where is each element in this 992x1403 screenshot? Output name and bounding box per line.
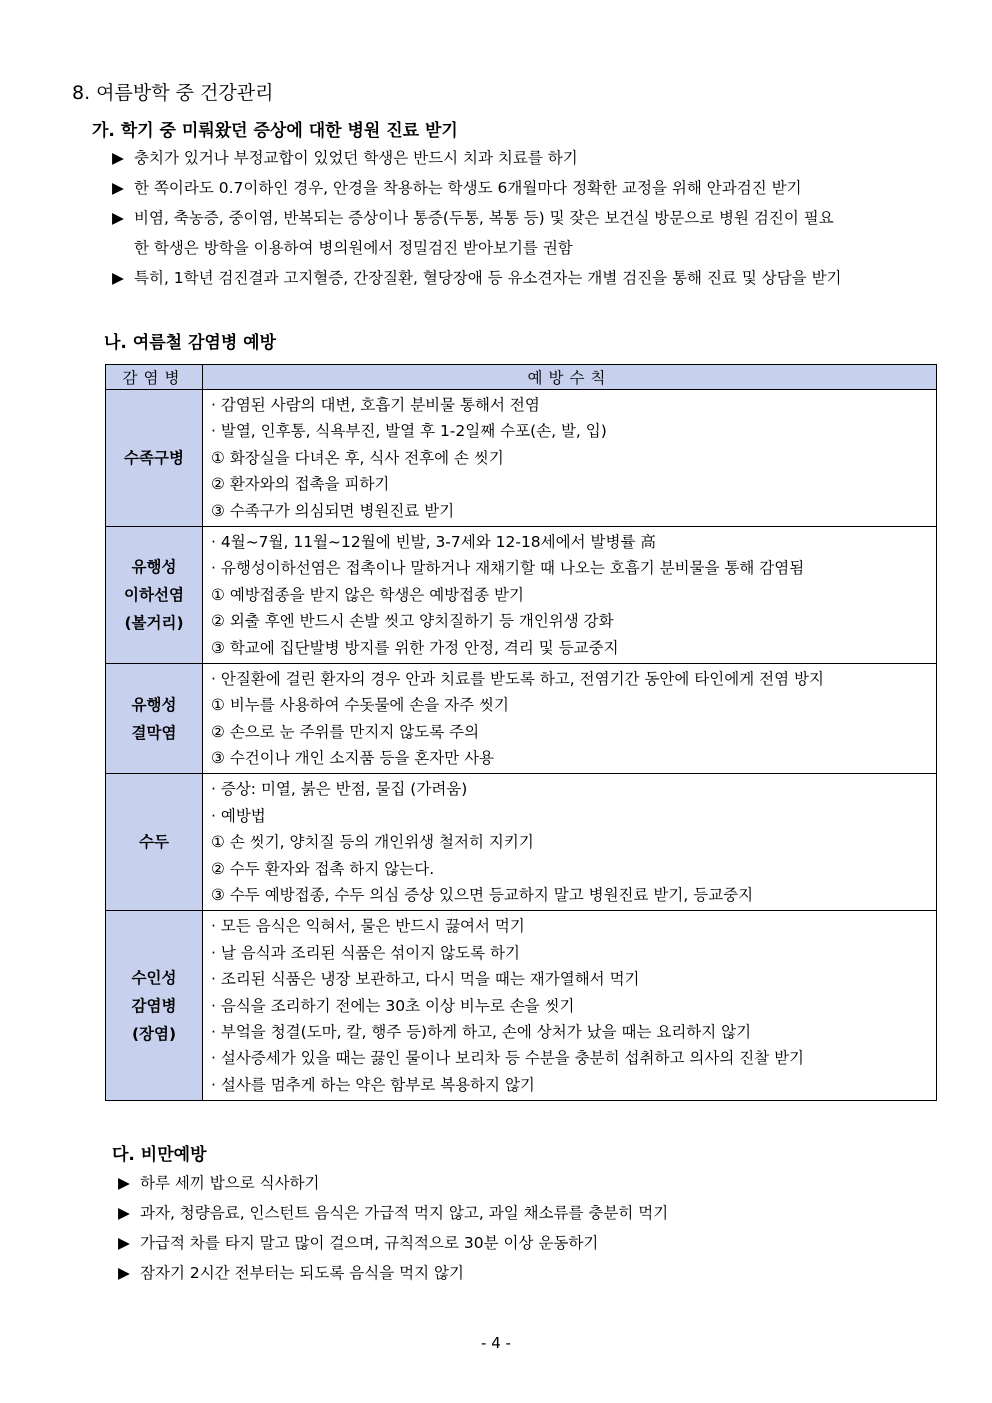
rules-cell: · 안질환에 걸린 환자의 경우 안과 치료를 받도록 하고, 전염기간 동안에 타인에게 전염 방지 ① 비누를 사용하여 수돗물에 손을 자주 씻기 ② 손으로 눈 주위를 만지지 않도록 주의 ③ 수건이나 개인 소지품 등을 혼자만 사용 [203,663,937,774]
list-item: ▶ 과자, 청량음료, 인스턴트 음식은 가급적 먹지 않고, 과일 채소류를 충분히 먹기 [118,1204,669,1222]
triangle-bullet-icon: ▶ [118,1204,130,1222]
triangle-bullet-icon: ▶ [112,179,124,197]
list-item: ▶ 비염, 축농증, 중이염, 반복되는 증상이나 통증(두통, 복통 등) 및 잦은 보건실 방문으로 병원 검진이 필요 [112,209,834,227]
infection-prevention-table [105,364,937,1101]
table-row [106,390,937,527]
subsection-c-title: 다. 비만예방 [112,1145,207,1165]
triangle-bullet-icon: ▶ [112,209,124,227]
page-number: - 4 - [481,1334,511,1352]
disease-cell: 유행성 결막염 [106,663,203,774]
table-row [106,526,937,663]
disease-cell: 유행성 이하선염 (볼거리) [106,526,203,663]
triangle-bullet-icon: ▶ [112,269,124,287]
list-item: ▶ 한 쪽이라도 0.7이하인 경우, 안경을 착용하는 학생도 6개월마다 정확한 교정을 위해 안과검진 받기 [112,179,802,197]
header-rules: 예방수칙 [203,365,937,390]
table-row [106,774,937,911]
disease-cell: 수인성 감염병 (장염) [106,911,203,1101]
triangle-bullet-icon: ▶ [118,1234,130,1252]
list-item: ▶ 잠자기 2시간 전부터는 되도록 음식을 먹지 않기 [118,1264,464,1282]
section-title: 8. 여름방학 중 건강관리 [72,82,274,104]
list-item: ▶ 하루 세끼 밥으로 식사하기 [118,1174,320,1192]
triangle-bullet-icon: ▶ [118,1174,130,1192]
triangle-bullet-icon: ▶ [112,149,124,167]
list-item: ▶ 가급적 차를 타지 말고 많이 걸으며, 규칙적으로 30분 이상 운동하기 [118,1234,599,1252]
disease-cell: 수족구병 [106,390,203,527]
header-disease: 감염병 [106,365,203,390]
rules-cell: · 감염된 사람의 대변, 호흡기 분비물 통해서 전염 · 발열, 인후통, 식욕부진, 발열 후 1-2일째 수포(손, 발, 입) ① 화장실을 다녀온 후, 식사 전후에 손 씻기 ② 환자와의 접촉을 피하기 ③ 수족구가 의심되면 병원진료 받기 [203,390,937,527]
disease-cell: 수두 [106,774,203,911]
list-item: ▶ 충치가 있거나 부정교합이 있었던 학생은 반드시 치과 치료를 하기 [112,149,578,167]
table-header-row [106,365,937,390]
list-item-continuation: 한 학생은 방학을 이용하여 병의원에서 정밀검진 받아보기를 권함 [134,239,573,257]
rules-cell: · 증상: 미열, 붉은 반점, 물집 (가려움) · 예방법 ① 손 씻기, 양치질 등의 개인위생 철저히 지키기 ② 수두 환자와 접촉 하지 않는다. ③ 수두 예방접종, 수두 의심 증상 있으면 등교하지 말고 병원진료 받기, 등교중지 [203,774,937,911]
triangle-bullet-icon: ▶ [118,1264,130,1282]
rules-cell: · 4월~7월, 11월~12월에 빈발, 3-7세와 12-18세에서 발병률 高 · 유행성이하선염은 접촉이나 말하거나 재채기할 때 나오는 호흡기 분비물을 통해 감염됨 ① 예방접종을 받지 않은 학생은 예방접종 받기 ② 외출 후엔 반드시 손발 씻고 양치질하기 등 개인위생 강화 ③ 학교에 집단발병 방지를 위한 가정 안정, 격리 및 등교중지 [203,526,937,663]
table-row [106,663,937,774]
table-row [106,911,937,1101]
list-item: ▶ 특히, 1학년 검진결과 고지혈증, 간장질환, 혈당장애 등 유소견자는 개별 검진을 통해 진료 및 상담을 받기 [112,269,842,287]
subsection-b-title: 나. 여름철 감염병 예방 [104,333,277,353]
rules-cell: · 모든 음식은 익혀서, 물은 반드시 끓여서 먹기 · 날 음식과 조리된 식품은 섞이지 않도록 하기 · 조리된 식품은 냉장 보관하고, 다시 먹을 때는 재가열해서 먹기 · 음식을 조리하기 전에는 30초 이상 비누로 손을 씻기 · 부엌을 청결(도마, 칼, 행주 등)하게 하고, 손에 상처가 났을 때는 요리하지 않기 · 설사증세가 있을 때는 끓인 물이나 보리차 등 수분을 충분히 섭취하고 의사의 진찰 받기 · 설사를 멈추게 하는 약은 함부로 복용하지 않기 [203,911,937,1101]
subsection-a-title: 가. 학기 중 미뤄왔던 증상에 대한 병원 진료 받기 [92,121,458,141]
